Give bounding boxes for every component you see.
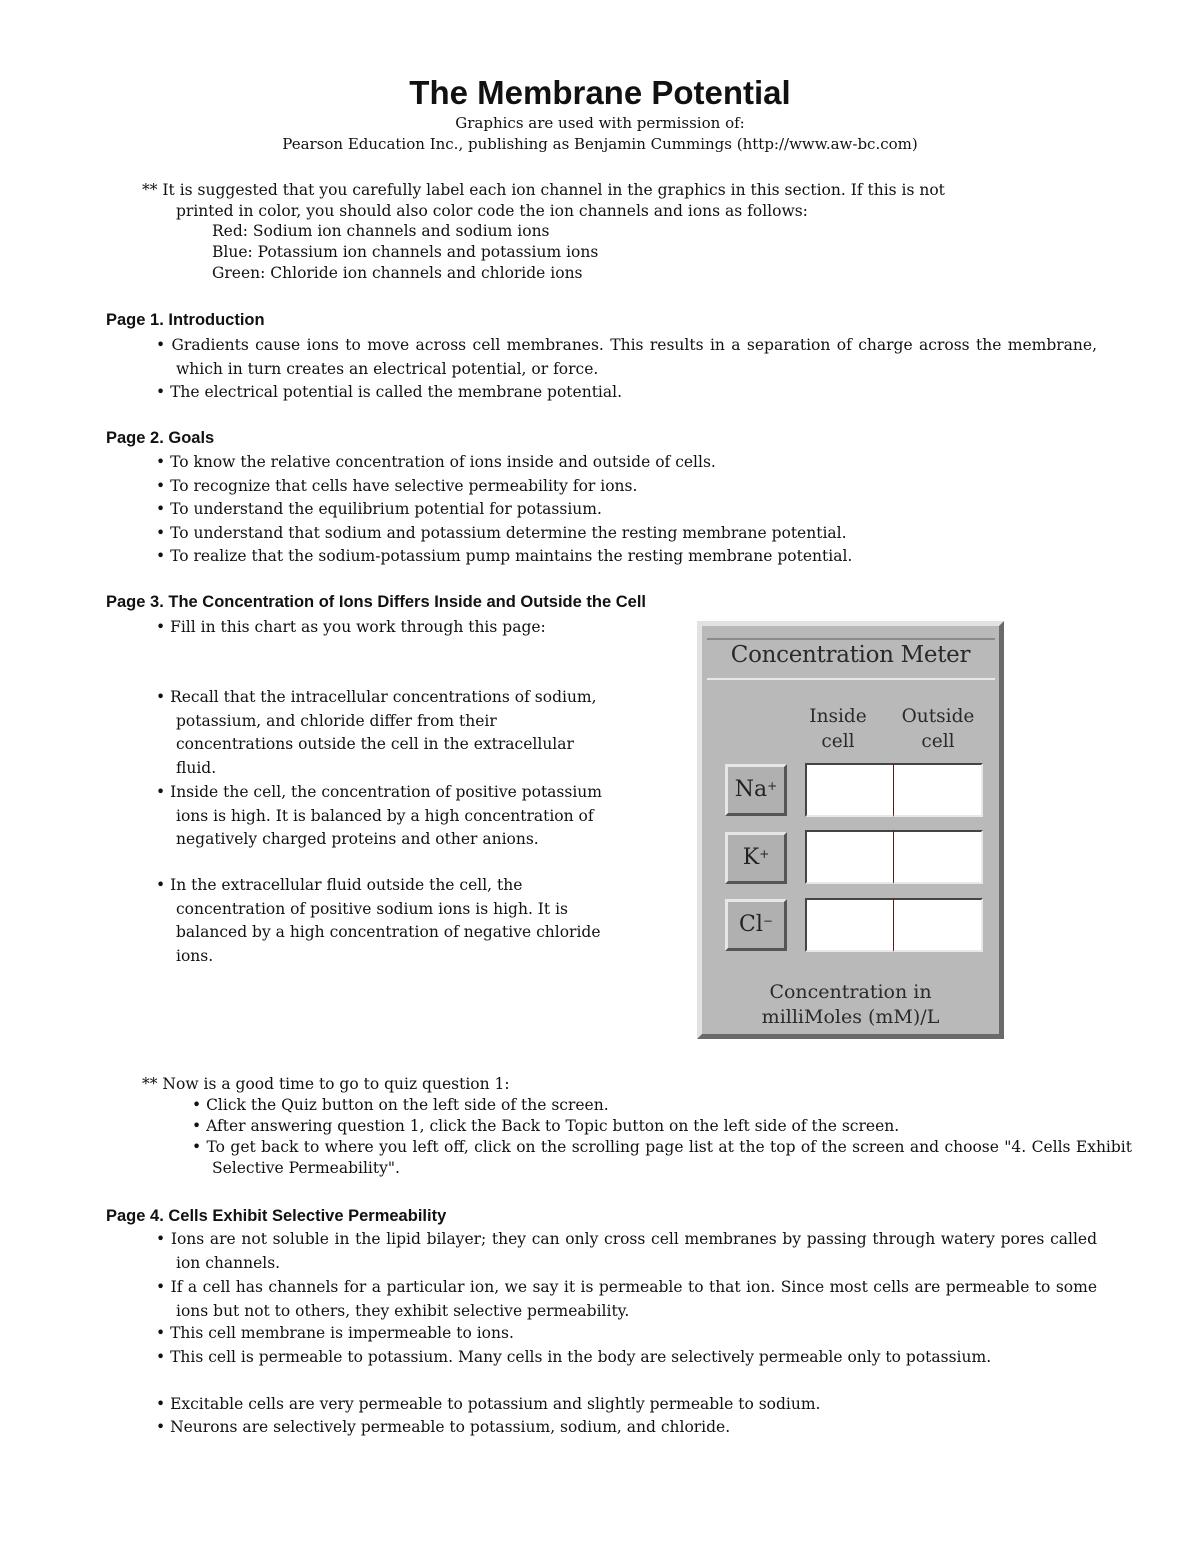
section-heading-page1: Page 1. Introduction [106,311,265,329]
color-code-green: Green: Chloride ion channels and chloride ions [212,264,583,282]
chloride-outside-input[interactable] [893,898,983,952]
sodium-outside-input[interactable] [893,763,983,817]
list-item: • Neurons are selectively permeable to potassium, sodium, and chloride. [156,1418,731,1436]
page-title: The Membrane Potential [409,74,791,111]
list-item: • To understand that sodium and potassium determine the resting membrane potential. [156,524,847,542]
list-item: • This cell membrane is impermeable to ions. [156,1324,514,1342]
meter-title: Concentration Meter [730,642,971,668]
column-header-outside-line1: Outside [901,706,975,727]
ion-button-potassium[interactable] [725,832,787,884]
color-code-note [142,180,1132,222]
meter-unit-line2: milliMoles (mM)/L [761,1006,940,1028]
color-code-blue: Blue: Potassium ion channels and potassium ions [212,243,599,261]
list-item: • If a cell has channels for a particular ion, we say it is permeable to that ion. Since most cells are permeable to some ions but not to others, they exhibit selective permeability. [156,1278,1097,1320]
list-item: • To realize that the sodium-potassium pump maintains the resting membrane potential. [156,547,853,565]
credit-line-1: Graphics are used with permission of: [455,114,745,132]
list-item: • After answering question 1, click the Back to Topic button on the left side of the screen. [192,1117,900,1135]
potassium-outside-input[interactable] [893,830,983,884]
section-heading-page2: Page 2. Goals [106,429,215,447]
ion-charge: + [759,847,770,861]
list-item: • In the extracellular fluid outside the cell, the concentration of positive sodium ions is high. It is balanced by a high concentration of negative chloride ions. [156,876,601,965]
ion-symbol: Na [734,777,768,802]
section-heading-page3: Page 3. The Concentration of Ions Differs Inside and Outside the Cell [106,593,646,611]
color-code-red: Red: Sodium ion channels and sodium ions [212,222,550,240]
meter-unit-label [702,980,999,1030]
list-item: • To know the relative concentration of ions inside and outside of cells. [156,453,716,471]
list-item: • Fill in this chart as you work through this page: [156,618,546,636]
note-line-2: printed in color, you should also color code the ion channels and ions as follows: [176,202,808,220]
section-heading-page4: Page 4. Cells Exhibit Selective Permeability [106,1207,447,1225]
column-header-outside [888,704,988,754]
list-item: • To get back to where you left off, click on the scrolling page list at the top of the screen and choose "4. Cells Exhibit Selective Permeability". [192,1138,1132,1177]
column-header-inside [788,704,888,754]
ion-symbol: Cl [739,912,763,937]
ion-charge: − [762,914,773,928]
column-header-inside-line2: cell [821,731,855,752]
list-item: • This cell is permeable to potassium. Many cells in the body are selectively permeable only to potassium. [156,1348,992,1366]
note-line-1: ** It is suggested that you carefully label each ion channel in the graphics in this section. If this is not [142,181,945,199]
list-item: • To recognize that cells have selective permeability for ions. [156,477,638,495]
list-item: • Recall that the intracellular concentrations of sodium, potassium, and chloride differ from their concentrations outside the cell in the extracellular fluid. [156,688,597,777]
list-item: • Click the Quiz button on the left side of the screen. [192,1096,609,1114]
list-item: • Ions are not soluble in the lipid bilayer; they can only cross cell membranes by passing through watery pores called ion channels. [156,1230,1097,1272]
column-header-outside-line2: cell [921,731,955,752]
meter-unit-line1: Concentration in [769,981,932,1003]
list-item: • Inside the cell, the concentration of positive potassium ions is high. It is balanced by a high concentration of negatively charged proteins and other anions. [156,783,602,848]
credit-line-2: Pearson Education Inc., publishing as Benjamin Cummings (http://www.aw-bc.com) [282,135,918,153]
concentration-meter [697,621,1004,1039]
potassium-inside-input[interactable] [805,830,895,884]
list-item: • The electrical potential is called the membrane potential. [156,383,623,401]
ion-charge: + [767,779,778,793]
list-item: • Gradients cause ions to move across cell membranes. This results in a separation of charge across the membrane, which in turn creates an electrical potential, or force. [156,336,1097,378]
ion-button-chloride[interactable] [725,899,787,951]
list-item: • To understand the equilibrium potential for potassium. [156,500,602,518]
column-header-inside-line1: Inside [809,706,867,727]
ion-button-sodium[interactable] [725,764,787,816]
sodium-inside-input[interactable] [805,763,895,817]
chloride-inside-input[interactable] [805,898,895,952]
list-item: • Excitable cells are very permeable to potassium and slightly permeable to sodium. [156,1395,821,1413]
ion-symbol: K [742,845,760,870]
quiz-note: ** Now is a good time to go to quiz question 1: [142,1075,510,1093]
